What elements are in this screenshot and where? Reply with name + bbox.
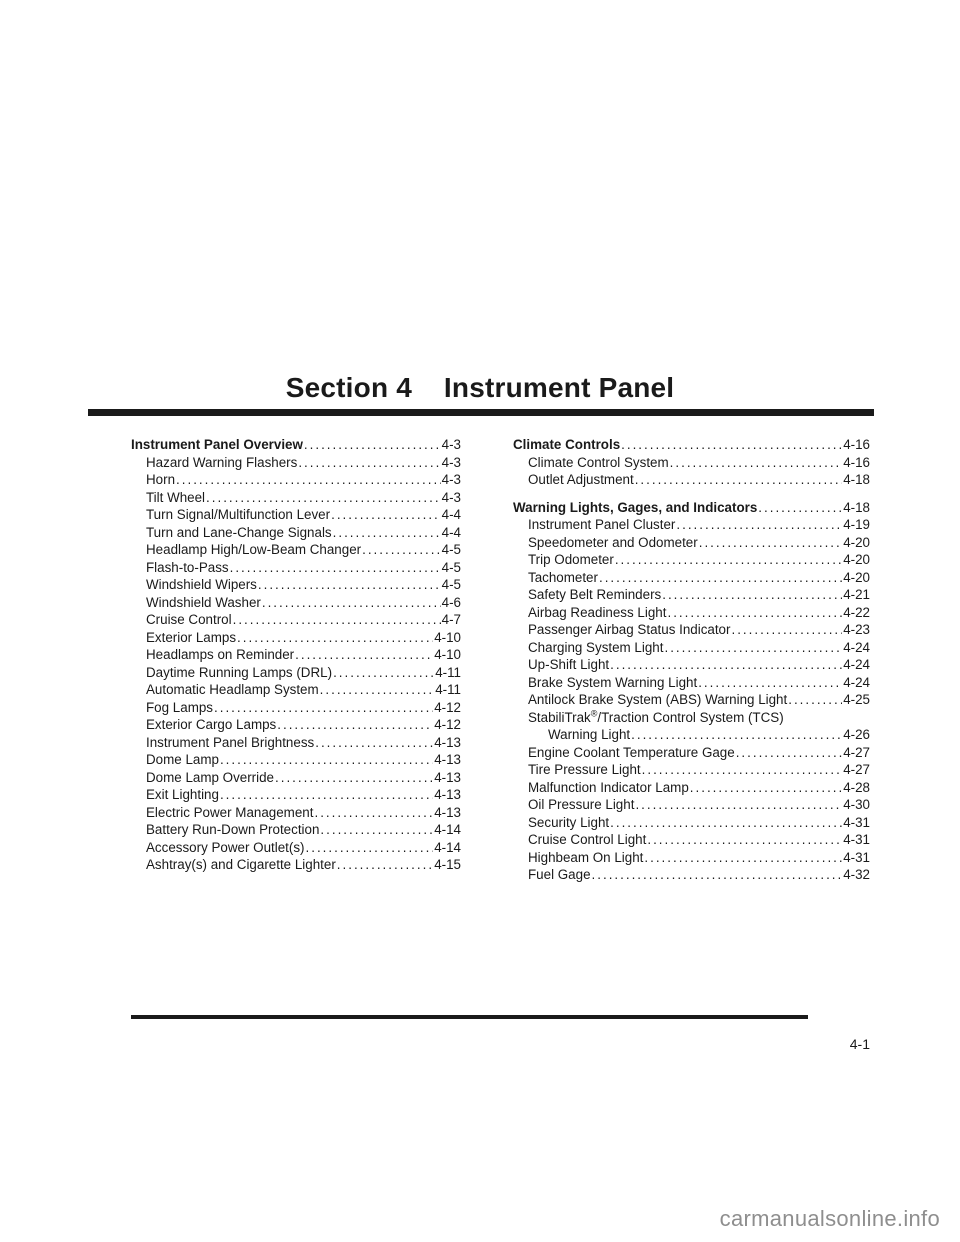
toc-entry-page: 4-27 [843, 744, 870, 760]
dot-leader [699, 534, 842, 552]
dot-leader [315, 734, 433, 752]
toc-entry[interactable] [131, 769, 461, 787]
toc-entry-page: 4-31 [843, 814, 870, 830]
toc-left-column [131, 436, 461, 874]
toc-entry[interactable] [131, 804, 461, 822]
toc-entry-page: 4-24 [843, 674, 870, 690]
dot-leader [631, 726, 842, 744]
toc-entry-page: 4-4 [441, 524, 461, 540]
toc-entry[interactable] [513, 471, 870, 489]
toc-entry-page: 4-28 [843, 779, 870, 795]
toc-entry[interactable] [513, 814, 870, 832]
toc-entry-label: Trip Odometer [528, 552, 614, 567]
dot-leader [262, 594, 441, 612]
dot-leader [615, 551, 842, 569]
toc-entry-label: Fuel Gage [528, 867, 591, 882]
toc-entry-label: Windshield Wipers [146, 577, 257, 592]
toc-entry-page: 4-15 [434, 857, 461, 872]
toc-entry[interactable] [513, 534, 870, 552]
toc-entry-label: Windshield Washer [146, 594, 261, 610]
dot-leader [275, 769, 433, 787]
toc-entry-label-rest: /Traction Control System (TCS) [597, 709, 784, 725]
toc-entry[interactable] [513, 516, 870, 534]
dot-leader [670, 454, 843, 472]
toc-entry-page: 4-26 [843, 727, 870, 742]
toc-entry[interactable] [513, 866, 870, 884]
toc-entry-label: Malfunction Indicator Lamp [528, 779, 689, 795]
dot-leader [644, 849, 842, 867]
toc-entry[interactable] [513, 691, 870, 709]
toc-entry-page: 4-13 [434, 734, 461, 750]
toc-entry[interactable] [131, 506, 461, 524]
dot-leader [642, 761, 843, 779]
dot-leader [736, 744, 842, 762]
toc-entry[interactable] [131, 716, 461, 734]
dot-leader [176, 471, 441, 489]
toc-entry-label: Up-Shift Light [528, 657, 610, 672]
toc-right-column [513, 436, 870, 884]
toc-entry[interactable] [131, 576, 461, 594]
toc-entry-page: 4-14 [434, 839, 461, 855]
toc-entry-page: 4-31 [843, 832, 870, 847]
toc-entry-page: 4-12 [434, 717, 461, 732]
toc-entry-label: Antilock Brake System (ABS) Warning Light [528, 692, 788, 707]
dot-leader [220, 751, 433, 769]
toc-entry[interactable] [513, 551, 870, 569]
dot-leader [676, 516, 842, 534]
toc-entry-label: Cruise Control [146, 612, 232, 627]
toc-heading-label: Instrument Panel Overview [131, 437, 303, 452]
toc-entry-label: Oil Pressure Light [528, 797, 635, 812]
toc-entry-page: 4-11 [435, 664, 461, 680]
toc-entry-label: Electric Power Management [146, 804, 314, 820]
toc-entry-page: 4-5 [441, 559, 461, 575]
toc-entry-page: 4-23 [843, 622, 870, 637]
toc-entry-label: StabiliTrak [528, 709, 591, 725]
toc-entry-label: Turn Signal/Multifunction Lever [146, 507, 331, 522]
dot-leader [362, 541, 441, 559]
toc-entry-page: 4-20 [843, 569, 870, 585]
toc-entry[interactable] [513, 586, 870, 604]
toc-entry[interactable] [131, 681, 461, 699]
toc-entry[interactable] [131, 454, 461, 472]
dot-leader [258, 576, 441, 594]
toc-entry-label: Instrument Panel Cluster [528, 517, 676, 532]
toc-entry-page: 4-30 [843, 797, 870, 812]
toc-entry[interactable] [131, 751, 461, 769]
dot-leader [788, 691, 842, 709]
toc-entry[interactable] [131, 524, 461, 542]
dot-leader [331, 506, 441, 524]
toc-entry-label: Headlamp High/Low-Beam Changer [146, 542, 362, 557]
toc-entry-page: 4-31 [843, 849, 870, 865]
toc-entry[interactable] [513, 569, 870, 587]
toc-entry-page: 4-19 [843, 517, 870, 532]
dot-leader [758, 499, 842, 517]
toc-entry-label: Daytime Running Lamps (DRL) [146, 664, 333, 680]
toc-entry-page: 4-3 [441, 489, 461, 505]
toc-entry[interactable] [513, 796, 870, 814]
toc-entry-label: Speedometer and Odometer [528, 534, 698, 550]
toc-group [131, 436, 461, 874]
toc-entry-page: 4-21 [843, 587, 870, 602]
dot-leader [233, 611, 441, 629]
page-number: 4-1 [849, 1036, 870, 1052]
dot-leader [621, 436, 842, 454]
dot-leader [599, 569, 842, 587]
toc-entry[interactable] [513, 656, 870, 674]
dot-leader [214, 699, 433, 717]
toc-entry-page: 4-13 [434, 769, 461, 785]
dot-leader [306, 839, 434, 857]
toc-entry[interactable] [513, 849, 870, 867]
toc-entry-page: 4-27 [843, 762, 870, 777]
toc-entry-label: Exterior Cargo Lamps [146, 717, 277, 732]
dot-leader [277, 716, 433, 734]
toc-entry[interactable] [513, 744, 870, 762]
dot-leader [237, 629, 433, 647]
toc-heading[interactable] [131, 436, 461, 454]
dot-leader [295, 646, 433, 664]
toc-group [513, 436, 870, 489]
toc-entry-page: 4-18 [843, 472, 870, 487]
toc-entry-page: 4-24 [843, 639, 870, 655]
toc-entry-page: 4-5 [441, 577, 461, 592]
toc-entry[interactable] [513, 604, 870, 622]
toc-heading-label: Climate Controls [513, 437, 621, 452]
toc-entry-label: Ashtray(s) and Cigarette Lighter [146, 857, 336, 872]
dot-leader [298, 454, 440, 472]
section-title: Section 4 Instrument Panel [285, 372, 675, 403]
toc-entry-label: Accessory Power Outlet(s) [146, 839, 305, 855]
toc-entry-label: Charging System Light [528, 639, 664, 655]
dot-leader [662, 586, 842, 604]
toc-entry-page: 4-11 [435, 682, 461, 697]
dot-leader [731, 621, 842, 639]
toc-entry[interactable] [131, 856, 461, 874]
toc-entry[interactable] [513, 779, 870, 797]
toc-entry-label: Passenger Airbag Status Indicator [528, 622, 731, 637]
footer-rule [131, 1015, 808, 1019]
dot-leader [635, 471, 842, 489]
toc-entry-page: 4-13 [434, 804, 461, 820]
toc-entry-label: Dome Lamp [146, 752, 219, 767]
toc-entry-label: Airbag Readiness Light [528, 604, 667, 620]
toc-entry-page: 4-14 [434, 822, 461, 837]
toc-entry[interactable] [131, 664, 461, 682]
toc-entry-page: 4-10 [434, 647, 461, 662]
toc-entry-label: Security Light [528, 814, 610, 830]
dot-leader [220, 786, 433, 804]
dot-leader [698, 674, 842, 692]
toc-entry-label: Tachometer [528, 569, 598, 585]
toc-entry-page: 4-6 [441, 594, 461, 610]
toc-entry-label: Climate Control System [528, 454, 669, 470]
toc-entry[interactable] [513, 639, 870, 657]
toc-entry-label: Instrument Panel Brightness [146, 734, 315, 750]
toc-entry-page: 4-3 [441, 454, 461, 470]
dot-leader [647, 831, 842, 849]
toc-entry-label: Battery Run-Down Protection [146, 822, 320, 837]
toc-entry[interactable] [131, 559, 461, 577]
toc-entry[interactable] [131, 489, 461, 507]
toc-group [513, 499, 870, 884]
toc-entry-page: 4-13 [434, 752, 461, 767]
toc-entry[interactable] [131, 699, 461, 717]
toc-entry[interactable] [131, 611, 461, 629]
toc-entry-label: Flash-to-Pass [146, 559, 229, 575]
toc-heading[interactable] [513, 499, 870, 517]
toc-entry-page: 4-13 [434, 787, 461, 802]
toc-entry[interactable] [131, 734, 461, 752]
toc-entry-page: 4-32 [843, 867, 870, 882]
toc-entry-label: Exterior Lamps [146, 629, 237, 645]
dot-leader [592, 866, 843, 884]
toc-entry-line[interactable] [513, 709, 870, 727]
toc-entry[interactable] [131, 839, 461, 857]
toc-entry-page: 4-10 [434, 629, 461, 645]
dot-leader [664, 639, 842, 657]
toc-entry-label: Turn and Lane-Change Signals [146, 524, 332, 540]
toc-entry-page: 4-16 [843, 454, 870, 470]
registered-mark: ® [590, 708, 598, 719]
dot-leader [333, 524, 441, 542]
toc-entry[interactable] [131, 646, 461, 664]
dot-leader [667, 604, 842, 622]
toc-entry[interactable] [131, 821, 461, 839]
toc-entry-page: 4-3 [441, 472, 461, 487]
dot-leader [320, 821, 433, 839]
toc-entry[interactable] [131, 629, 461, 647]
toc-entry-page: 4-20 [843, 534, 870, 550]
toc-heading[interactable] [513, 436, 870, 454]
dot-leader [333, 664, 434, 682]
toc-entry-label: Horn [146, 472, 176, 487]
toc-entry-label: Exit Lighting [146, 787, 219, 802]
toc-entry[interactable] [513, 831, 870, 849]
dot-leader [230, 559, 441, 577]
toc-entry-label: Headlamps on Reminder [146, 647, 295, 662]
toc-entry-label: Hazard Warning Flashers [146, 454, 298, 470]
toc-entry[interactable] [513, 726, 870, 744]
dot-leader [314, 804, 433, 822]
toc-entry-label: Highbeam On Light [528, 849, 644, 865]
dot-leader [610, 814, 842, 832]
toc-entry[interactable] [513, 761, 870, 779]
toc-heading-page: 4-16 [843, 437, 870, 452]
toc-entry-page: 4-7 [441, 612, 461, 627]
toc-entry-label: Fog Lamps [146, 699, 213, 715]
dot-leader [635, 796, 842, 814]
toc-entry[interactable] [131, 471, 461, 489]
toc-entry-label: Dome Lamp Override [146, 769, 275, 785]
toc-heading-page: 4-3 [441, 437, 461, 452]
toc-heading-page: 4-18 [843, 499, 870, 515]
toc-entry-label: Tire Pressure Light [528, 762, 641, 777]
title-rule [88, 409, 874, 416]
toc-entry[interactable] [131, 786, 461, 804]
dot-leader [610, 656, 842, 674]
toc-entry[interactable] [513, 454, 870, 472]
toc-entry-label-cont: Warning Light [548, 727, 631, 742]
toc-entry-page: 4-5 [441, 542, 461, 557]
toc-entry-label: Safety Belt Reminders [528, 587, 662, 602]
toc-entry-label: Engine Coolant Temperature Gage [528, 744, 735, 760]
watermark[interactable]: carmanualsonline.info [719, 1206, 940, 1231]
dot-leader [690, 779, 842, 797]
toc-entry-label: Cruise Control Light [528, 832, 647, 847]
toc-entry-page: 4-4 [441, 507, 461, 522]
toc-entry[interactable] [131, 594, 461, 612]
dot-leader [304, 436, 441, 454]
toc-entry-page: 4-25 [843, 692, 870, 707]
toc-heading-label: Warning Lights, Gages, and Indicators [513, 499, 758, 515]
toc-entry[interactable] [513, 674, 870, 692]
toc-entry-page: 4-20 [843, 552, 870, 567]
toc-entry-page: 4-22 [843, 604, 870, 620]
dot-leader [337, 856, 433, 874]
toc-entry-page: 4-24 [843, 657, 870, 672]
toc-entry-page: 4-12 [434, 699, 461, 715]
toc-entry-label: Tilt Wheel [146, 489, 206, 505]
toc-entry[interactable] [131, 541, 461, 559]
toc-entry[interactable] [513, 621, 870, 639]
toc-entry-label: Automatic Headlamp System [146, 682, 319, 697]
dot-leader [320, 681, 435, 699]
toc-entry-label: Brake System Warning Light [528, 674, 698, 690]
dot-leader [206, 489, 441, 507]
toc-entry-label: Outlet Adjustment [528, 472, 634, 487]
